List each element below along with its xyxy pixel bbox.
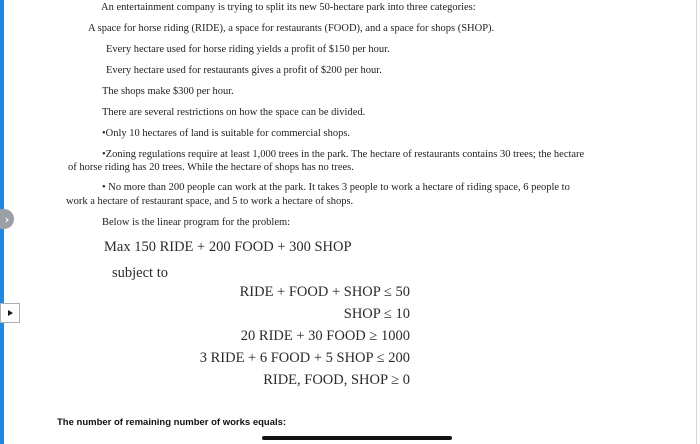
problem-line: of horse riding has 20 trees. While the hectare of shops has no trees.: [68, 162, 354, 173]
problem-line: There are several restrictions on how the space can be divided.: [102, 107, 366, 118]
problem-line: •Zoning regulations require at least 1,000 trees in the park. The hectare of restaurants contains 30 trees; the hectare: [102, 149, 585, 160]
lp-objective: Max 150 RIDE + 200 FOOD + 300 SHOP: [104, 239, 352, 255]
problem-line: A space for horse riding (RIDE), a space for restaurants (FOOD), and a space for shops (SHOP).: [88, 23, 495, 34]
problem-line: Below is the linear program for the problem:: [102, 217, 291, 228]
problem-line: •Only 10 hectares of land is suitable for commercial shops.: [102, 128, 351, 139]
horizontal-scrollbar[interactable]: [262, 436, 452, 440]
problem-line: Every hectare used for restaurants gives a profit of $200 per hour.: [106, 65, 382, 76]
problem-line: • No more than 200 people can work at the park. It takes 3 people to work a hectare of riding space, 6 people to: [102, 182, 570, 193]
chevron-right-icon: ›: [4, 212, 10, 226]
question-text: The number of remaining number of works equals:: [57, 417, 287, 428]
lp-constraint: RIDE + FOOD + SHOP ≤ 50: [239, 284, 410, 300]
lp-constraint: RIDE, FOOD, SHOP ≥ 0: [263, 372, 410, 388]
problem-line: The shops make $300 per hour.: [102, 86, 234, 97]
lp-constraint: 3 RIDE + 6 FOOD + 5 SHOP ≤ 200: [199, 350, 410, 366]
lp-constraint: 20 RIDE + 30 FOOD ≥ 1000: [240, 328, 410, 344]
lp-constraint: SHOP ≤ 10: [343, 306, 410, 322]
problem-line: Every hectare used for horse riding yields a profit of $150 per hour.: [106, 44, 390, 55]
problem-line: work a hectare of restaurant space, and 5 to work a hectare of shops.: [66, 196, 354, 207]
problem-line: An entertainment company is trying to split its new 50-hectare park into three categories:: [101, 2, 476, 13]
lp-subject-to: subject to: [112, 265, 168, 281]
